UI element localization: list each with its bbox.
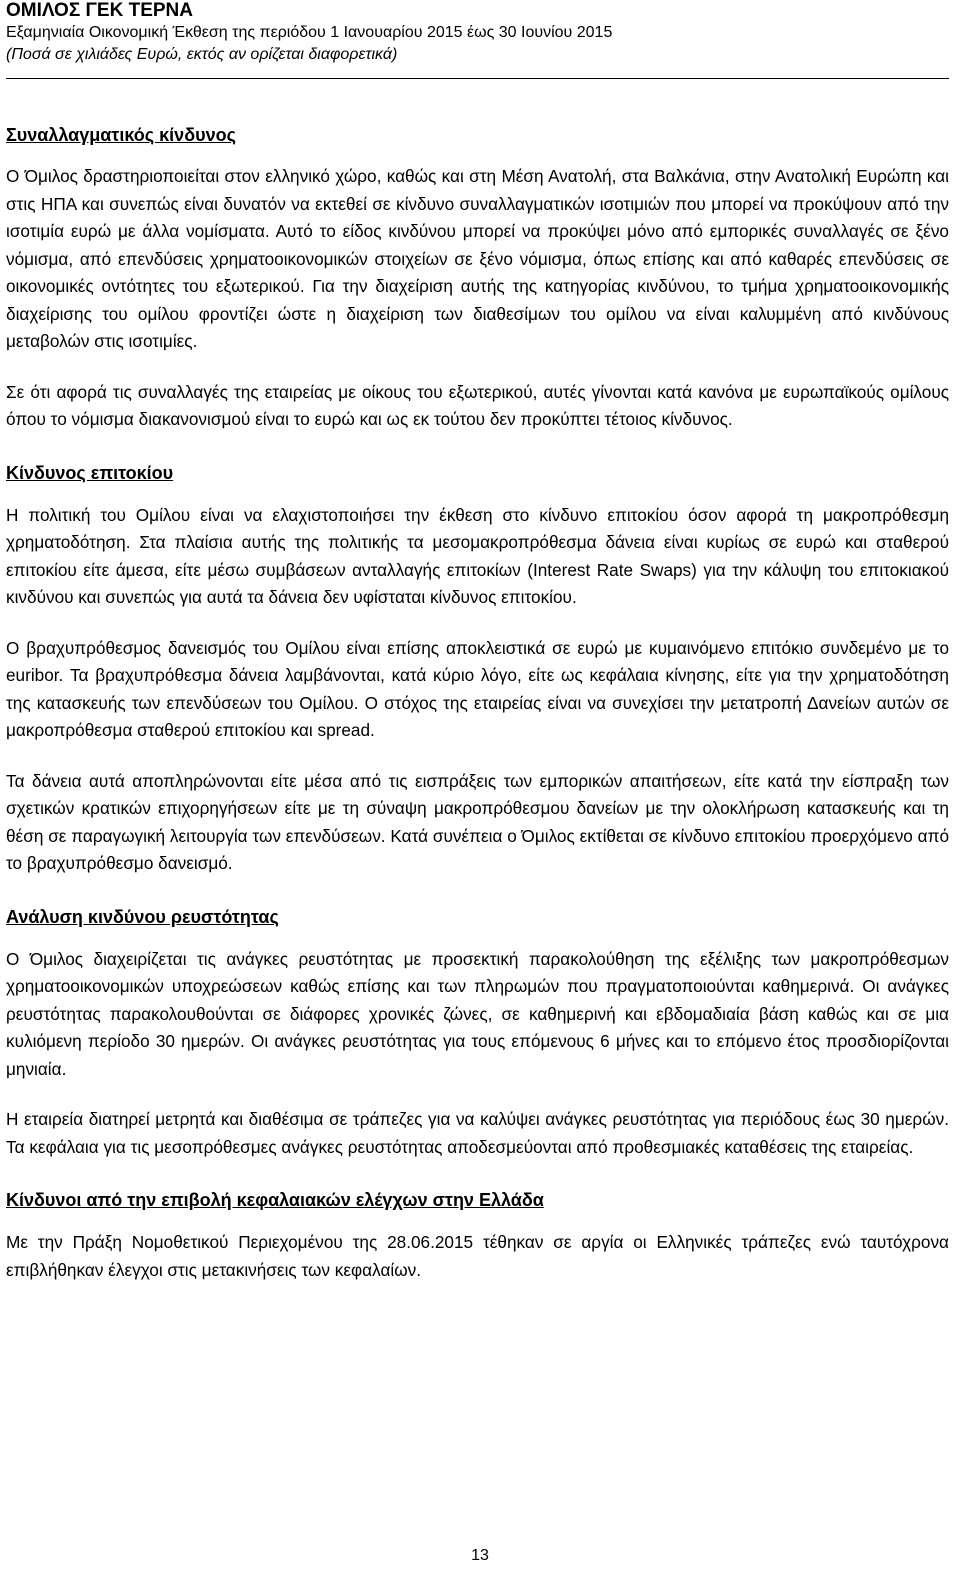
- paragraph-liquidity-1: Ο Όμιλος διαχειρίζεται τις ανάγκες ρευστότητας με προσεκτική παρακολούθηση της εξέλιξης των μακροπρόθεσμων χρηματοοικονομικών υποχρεώσεων καθώς επίσης και των πληρωμών που πραγματοποιούνται καθημερινά. Οι ανάγκες ρευστότητας παρακολουθούνται σε διάφορες χρονικές ζώνες, σε καθημερινή και εβδομαδιαία βάση καθώς και σε μια κυλιόμενη περίοδο 30 ημερών. Οι ανάγκες ρευστότητας για τους επόμενους 6 μήνες και το επόμενο έτος προσδιορίζονται μηνιαία.: [6, 948, 949, 1079]
- paragraph-interest-1: Η πολιτική του Ομίλου είναι να ελαχιστοποιήσει την έκθεση στο κίνδυνο επιτοκίου όσον αφορά τη μακροπρόθεσμη χρηματοδότηση. Στα πλαίσια αυτής της πολιτικής τα μεσομακροπρόθεσμα δάνεια είναι κυρίως σε ευρώ και σταθερού επιτοκίου είτε άμεσα, είτε μέσω συμβάσεων ανταλλαγής επιτοκίων (Interest Rate Swaps) για την κάλυψη του επιτοκιακού κινδύνου και συνεπώς για αυτά τα δάνεια δεν υφίσταται κίνδυνος επιτοκίου.: [6, 504, 949, 607]
- paragraph-interest-2: Ο βραχυπρόθεσμος δανεισμός του Ομίλου είναι επίσης αποκλειστικά σε ευρώ με κυμαινόμενο επιτόκιο συνδεμένο με το euribor. Τα βραχυπρόθεσμα δάνεια λαμβάνονται, κατά κύριο λόγο, είτε ως κεφάλαια κίνησης, είτε για την χρηματοδότηση της κατασκευής των επενδύσεων του Ομίλου. Ο στόχος της εταιρείας είναι να συνεχίσει την μετατροπή Δανείων αυτών σε μακροπρόθεσμα σταθερού επιτοκίου και spread.: [6, 637, 949, 740]
- paragraph-fx-2: Σε ότι αφορά τις συναλλαγές της εταιρείας με οίκους του εξωτερικού, αυτές γίνονται κατά κανόνα με ευρωπαϊκούς ομίλους όπου το νόμισμα διακανονισμού είναι το ευρώ και ως εκ τούτου δεν προκύπτει τέτοιος κίνδυνος.: [6, 381, 949, 429]
- report-page: [6, 0, 949, 1284]
- paragraph-interest-3: Τα δάνεια αυτά αποπληρώνονται είτε μέσα από τις εισπράξεις των εμπορικών απαιτήσεων, είτε κατά την είσπραξη των σχετικών κρατικών επιχορηγήσεων είτε με τη σύναψη μακροπρόθεσμου δανείων με την ολοκλήρωση κατασκευής και τη θέση σε παραγωγική λειτουργία των επενδύσεων. Κατά συνέπεια ο Όμιλος εκτίθεται σε κίνδυνο επιτοκίου προερχόμενο από το βραχυπρόθεσμο δανεισμό.: [6, 770, 949, 873]
- header-divider: [6, 78, 949, 79]
- page-header: [6, 0, 949, 79]
- section-heading-interest-risk: Κίνδυνος επιτοκίου: [6, 462, 174, 483]
- section-heading-capital-controls: Κίνδυνοι από την επιβολή κεφαλαιακών ελέγχων στην Ελλάδα: [6, 1190, 544, 1210]
- amounts-note: (Ποσά σε χιλιάδες Ευρώ, εκτός αν ορίζεται διαφορετικά): [6, 46, 398, 63]
- paragraph-fx-1: Ο Όμιλος δραστηριοποιείται στον ελληνικό χώρο, καθώς και στη Μέση Ανατολή, στα Βαλκάνια, στην Ανατολική Ευρώπη και στις ΗΠΑ και συνεπώς είναι δυνατόν να εκτεθεί σε κίνδυνο συναλλαγματικών ισοτιμιών που μπορεί να προκύψουν από την ισοτιμία ευρώ με άλλα νομίσματα. Αυτό το είδος κινδύνου μπορεί να προκύψει μόνο από εμπορικές συναλλαγές σε ξένο νόμισμα, από επενδύσεις χρηματοοικονομικών στοιχείων σε ξένο νόμισμα, όπως επίσης και από καθαρές επενδύσεις σε οικονομικές οντότητες του εξωτερικού. Για την διαχείριση αυτής της κατηγορίας κινδύνου, το τμήμα χρηματοοικονομικής διαχείρισης του ομίλου φροντίζει ώστε η διαχείριση των διαθεσίμων του ομίλου να είναι καλυμμένη από κινδύνους μεταβολών στις ισοτιμίες.: [6, 166, 949, 351]
- company-name: ΟΜΙΛΟΣ ΓΕΚ ΤΕΡΝΑ: [6, 0, 193, 21]
- section-heading-liquidity-risk: Ανάλυση κινδύνου ρευστότητας: [6, 906, 279, 927]
- report-title: Εξαμηνιαία Οικονομική Έκθεση της περιόδου 1 Ιανουαρίου 2015 έως 30 Ιουνίου 2015: [6, 24, 613, 41]
- paragraph-capital-controls-1: Με την Πράξη Νομοθετικού Περιεχομένου της 28.06.2015 τέθηκαν σε αργία οι Ελληνικές τράπεζες ενώ ταυτόχρονα επιβλήθηκαν έλεγχοι στις μετακινήσεις των κεφαλαίων.: [6, 1232, 949, 1280]
- page-number: 13: [471, 1547, 489, 1564]
- section-heading-fx-risk: Συναλλαγματικός κίνδυνος: [6, 125, 236, 145]
- paragraph-liquidity-2: Η εταιρεία διατηρεί μετρητά και διαθέσιμα σε τράπεζες για να καλύψει ανάγκες ρευστότητας για περιόδους έως 30 ημερών. Τα κεφάλαια για τις μεσοπρόθεσμες ανάγκες ρευστότητας αποδεσμεύονται από προθεσμιακές καταθέσεις της εταιρείας.: [6, 1109, 949, 1157]
